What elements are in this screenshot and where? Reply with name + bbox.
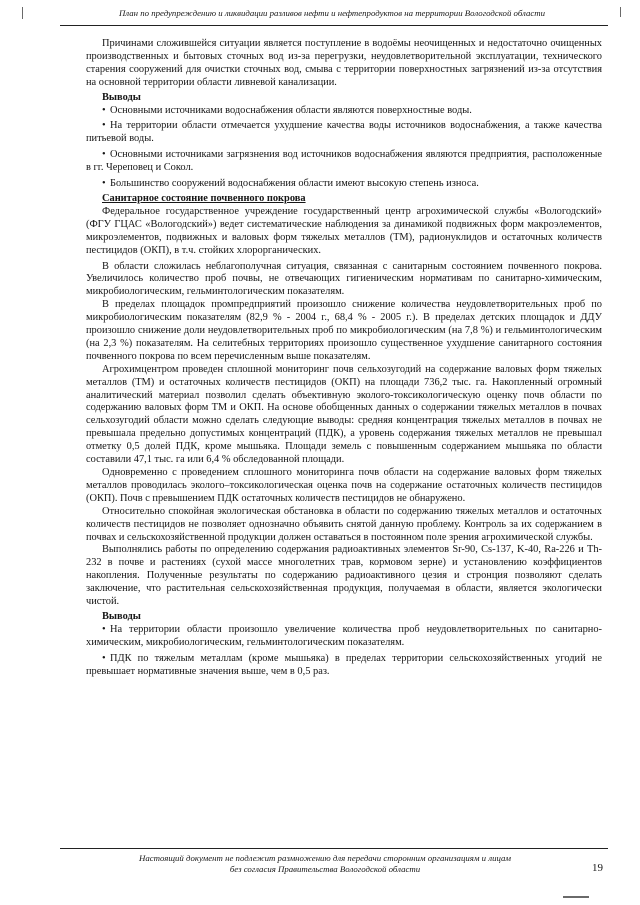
soil-paragraph: Агрохимцентром проведен сплошной мониторинг почв сельхозугодий на содержание валовых форм тяжелых металлов (ТМ) и остаточных количеств пестицидов (ОКП) на площади 736,2 тыс. га. Накопленный огромный аналитический материал позволил сделать объективную эколого-токсикологическую оценку почв области по содержанию валовых форм ТМ и ОКП. На основе обобщенных данных о содержании тяжелых металлов в почвах сельхозугодий области можно сделать следующие выводы: средняя концентрация тяжелых металлов в почвах не превышала предельно допустимых концентраций (ПДК), а уровень содержания тяжелых металлов не превышал отметку 0,5 долей ПДК, кроме мышьяка. Площади земель с повышенным содержанием мышьяка по области составили 47,1 тыс. га или 6,4 % обследованной площади. <box>86 363 602 466</box>
soil-paragraph: В области сложилась неблагополучная ситуация, связанная с санитарным состоянием почвенного покрова. Увеличилось количество проб почвы, не отвечающих гигиеническим нормативам по санитарно-химическим, микробиологическим, гельминтологическим показателям. <box>86 260 602 298</box>
bullet-icon: • <box>102 104 106 116</box>
conclusion-item: • Большинство сооружений водоснабжения области имеют высокую степень износа. <box>102 178 479 190</box>
confidentiality-notice <box>90 853 560 875</box>
running-header: План по предупреждению и ликвидации разливов нефти и нефтепродуктов на территории Вологодской области <box>118 8 546 18</box>
bullet-icon: • <box>102 652 106 664</box>
soil-paragraph: Относительно спокойная экологическая обстановка в области по содержанию тяжелых металлов и остаточных количеств пестицидов не позволяет однозначно объявить снятой данную проблему. Контроль за их содержанием в почвах и сельскохозяйственной продукции должен оставаться в постоянном поле зрения агрохимической службы. <box>86 505 602 543</box>
footer-notice-line: Настоящий документ не подлежит размножению для передачи сторонним организациям и лицам <box>138 853 512 863</box>
footer-divider <box>60 848 608 849</box>
soil-paragraph: Выполнялись работы по определению содержания радиоактивных элементов Sr-90, Cs-137, K-40, Ra-226 и Th-232 в почве и растениях (сухой массе многолетних трав, кормовом зерне) и установлению коэффициентов накопления. Полученные результаты по содержанию радиоактивного цезия и стронция позволяют сделать заключение, что растительная сельскохозяйственная продукция, получаемая в области, является экологически чистой. <box>86 544 602 608</box>
conclusions-heading: Выводы <box>102 91 141 103</box>
scan-mark-top-right <box>620 7 621 17</box>
soil-section-heading: Санитарное состояние почвенного покрова <box>102 192 306 204</box>
conclusion-item: • На территории области произошло увеличение количества проб неудовлетворительных по санитарно-химическим, микробиологическим, гельминтологическим показателям. <box>86 623 602 648</box>
conclusion-item: • Основными источниками загрязнения вод источников водоснабжения являются предприятия, расположенные в гг. Череповец и Сокол. <box>86 149 602 174</box>
bullet-icon: • <box>102 623 106 635</box>
page-body <box>86 38 602 679</box>
page-number: 19 <box>592 862 603 874</box>
conclusion-item: • ПДК по тяжелым металлам (кроме мышьяка) в пределах территории сельскохозяйственных угодий не превышает нормативные значения выше, чем в 0,5 раз. <box>86 652 602 677</box>
soil-paragraph: Федеральное государственное учреждение государственный центр агрохимической службы «Вологодский» (ФГУ ГЦАС «Вологодский») ведет систематические наблюдения за динамикой подвижных форм макроэлементов, микроэлементов, подвижных и валовых форм тяжелых металлов (ТМ), радионуклидов и остаточных количеств пестицидов (ОКП), в т.ч. стойких хлорорганических. <box>86 205 602 256</box>
soil-paragraph: В пределах площадок промпредприятий произошло снижение количества неудовлетворительных проб по микробиологическим показателям (82,9 % - 2004 г., 68,4 % - 2005 г.). В пределах детских площадок и ДДУ произошло снижение доли неудовлетворительных проб по микробиологическим (на 7,8 %) и гельминтологическим (на 2,3 %) показателям. На селитебных территориях произошло существенное ухудшение санитарного состояния почвенного покрова по всем перечисленным выше показателям. <box>86 299 602 362</box>
conclusion-item: • На территории области отмечается ухудшение качества воды источников водоснабжения, а также качества питьевой воды. <box>86 120 602 145</box>
scan-mark-top-left <box>22 7 23 19</box>
bullet-icon: • <box>102 178 106 190</box>
bullet-icon: • <box>102 149 106 161</box>
conclusion-item: • Основными источниками водоснабжения области являются поверхностные воды. <box>102 104 472 116</box>
conclusions-heading: Выводы <box>102 610 141 622</box>
soil-paragraph: Одновременно с проведением сплошного мониторинга почв области на содержание валовых форм тяжелых металлов проводилась эколого–токсикологическая оценка почв на содержание остаточных количеств пестицидов (ОКП). Почв с превышением ПДК остаточных количеств пестицидов не обнаружено. <box>86 467 602 504</box>
intro-paragraph: Причинами сложившейся ситуации является поступление в водоёмы неочищенных и недостаточно очищенных производственных и бытовых сточных вод из-за перегрузки, неудовлетворительной эксплуатации, технического старения сооружений для очистки сточных вод, смыва с территории поверхностных загрязнений из-за отсутствия на основной территории области ливневой канализации. <box>86 38 602 88</box>
scan-mark-bottom-right <box>563 896 589 898</box>
bullet-icon: • <box>102 120 106 132</box>
footer-notice-line: без согласия Правительства Вологодской области <box>229 864 421 874</box>
header-divider <box>60 25 608 26</box>
